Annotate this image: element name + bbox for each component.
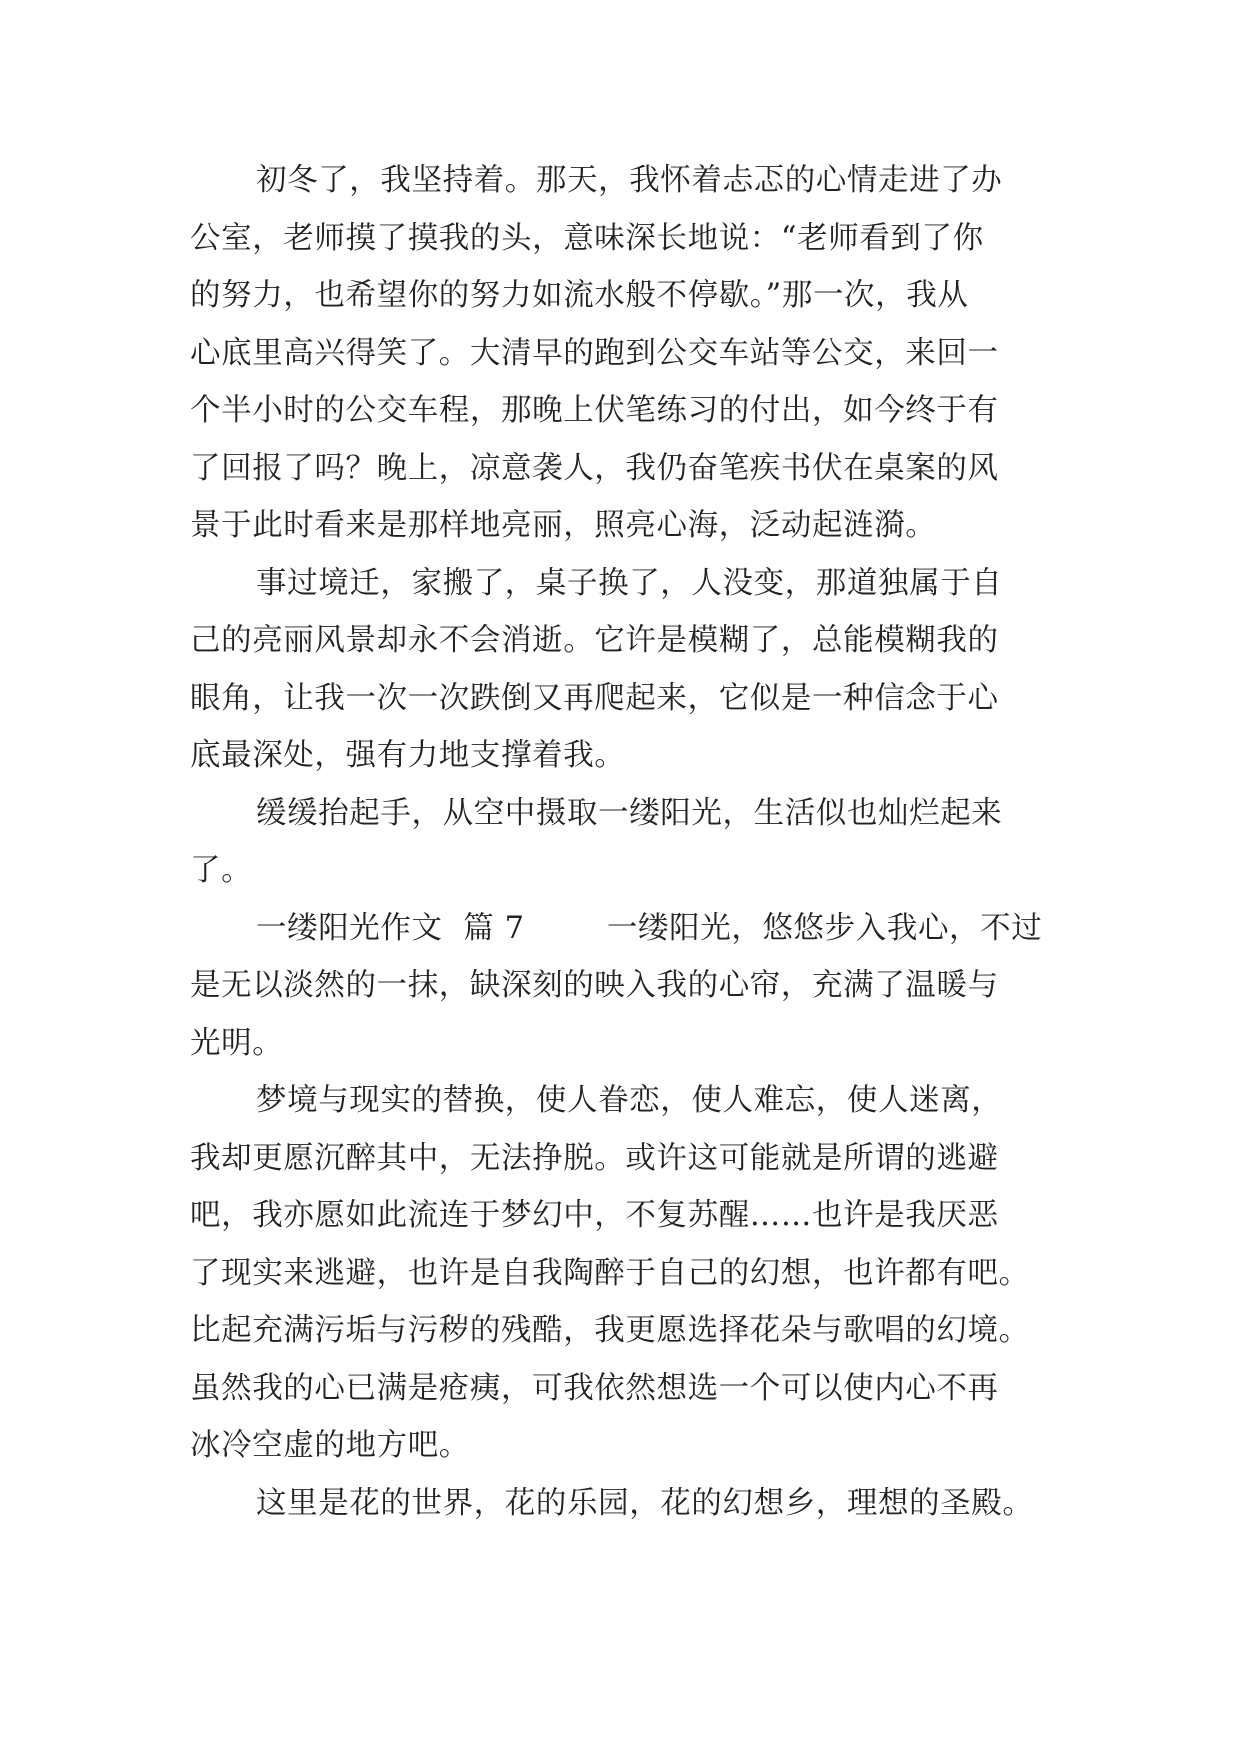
text-line: 初冬了，我坚持着。那天，我怀着忐忑的心情走进了办	[256, 163, 1003, 198]
text-line: 事过境迁，家搬了，桌子换了，人没变，那道独属于自	[256, 565, 1003, 601]
text-line: 景于此时看来是那样地亮丽，照亮心海，泛动起涟漪。	[190, 508, 937, 543]
text-line: 了回报了吗？晚上，凉意袭人，我仍奋笔疾书伏在桌案的风	[190, 450, 999, 486]
text-line: 光明。	[190, 1025, 284, 1061]
text-line: 了。	[190, 853, 253, 888]
text-line: 我却更愿沉醉其中，无法挣脱。或许这可能就是所谓的逃避	[190, 1140, 999, 1176]
text-line: 比起充满污垢与污秽的残酷，我更愿选择花朵与歌唱的幻境。	[190, 1313, 1030, 1348]
text-line: 吧，我亦愿如此流连于梦幻中，不复苏醒……也许是我厌恶	[190, 1198, 999, 1233]
text-line: 底最深处，强有力地支撑着我。	[190, 738, 626, 773]
text-line: 眼角，让我一次一次跌倒又再爬起来，它似是一种信念于心	[190, 680, 999, 716]
text-line: 梦境与现实的替换，使人眷恋，使人难忘，使人迷离，	[256, 1083, 1003, 1118]
text-line: 公室，老师摸了摸我的头，意味深长地说：“老师看到了你	[190, 220, 984, 256]
text-line: 缓缓抬起手，从空中摄取一缕阳光，生活似也灿烂起来	[256, 795, 1003, 831]
text-line: 己的亮丽风景却永不会消逝。它许是模糊了，总能模糊我的	[190, 623, 999, 658]
text-line: 个半小时的公交车程，那晚上伏笔练习的付出，如今终于有	[190, 393, 999, 428]
text-line: 心底里高兴得笑了。大清早的跑到公交车站等公交，来回一	[190, 335, 999, 371]
text-line: 这里是花的世界，花的乐园，花的幻想乡，理想的圣殿。	[256, 1485, 1034, 1521]
text-line: 冰冷空虚的地方吧。	[190, 1428, 470, 1463]
section-heading-line: 一缕阳光作文 篇 7 一缕阳光，悠悠步入我心，不过	[256, 910, 1043, 946]
text-line: 虽然我的心已满是疮痍，可我依然想选一个可以使内心不再	[190, 1370, 999, 1406]
article-body	[190, 152, 1050, 1532]
text-line: 了现实来逃避，也许是自我陶醉于自己的幻想，也许都有吧。	[190, 1255, 1030, 1291]
text-line: 的努力，也希望你的努力如流水般不停歇。”那一次，我从	[190, 278, 969, 313]
text-line: 是无以淡然的一抹，缺深刻的映入我的心帘，充满了温暖与	[190, 968, 999, 1003]
